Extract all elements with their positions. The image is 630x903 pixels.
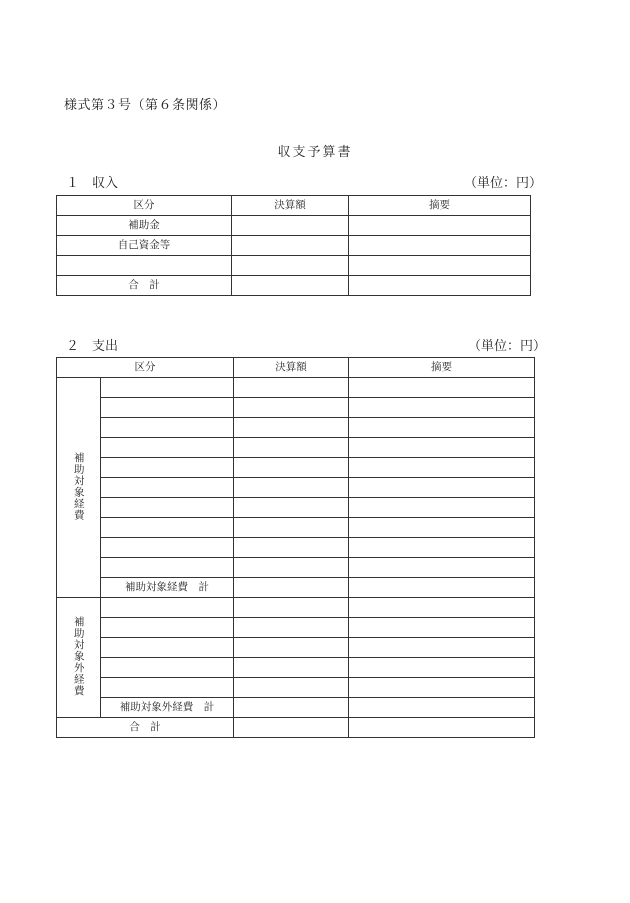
- table-row: [57, 398, 535, 418]
- expense-total-row: [57, 718, 535, 738]
- table-row: [57, 618, 535, 638]
- amount-input-cell[interactable]: [234, 478, 349, 498]
- non-subsidized-subtotal-label: 補助対象外経費 計: [101, 698, 234, 718]
- item-name-cell[interactable]: [101, 678, 234, 698]
- remarks-input-cell[interactable]: [349, 398, 535, 418]
- amount-input-cell[interactable]: [234, 438, 349, 458]
- remarks-input-cell[interactable]: [349, 498, 535, 518]
- remarks-input-cell[interactable]: [349, 578, 535, 598]
- amount-input-cell[interactable]: [234, 538, 349, 558]
- table-row: [57, 256, 531, 276]
- amount-input-cell[interactable]: [234, 718, 349, 738]
- remarks-input-cell[interactable]: [349, 276, 531, 296]
- item-name-cell[interactable]: [101, 398, 234, 418]
- amount-input-cell[interactable]: [234, 678, 349, 698]
- amount-input-cell[interactable]: [234, 698, 349, 718]
- remarks-input-cell[interactable]: [349, 558, 535, 578]
- item-name-cell[interactable]: [101, 618, 234, 638]
- table-row: [57, 478, 535, 498]
- remarks-input-cell[interactable]: [349, 236, 531, 256]
- column-header-category: 区分: [57, 196, 232, 216]
- item-name-cell[interactable]: [101, 418, 234, 438]
- table-row: [57, 518, 535, 538]
- amount-input-cell[interactable]: [234, 558, 349, 578]
- item-name-cell[interactable]: [101, 498, 234, 518]
- expense-section-label: ２ 支出: [66, 339, 119, 354]
- table-row: [57, 638, 535, 658]
- item-name-cell[interactable]: [101, 638, 234, 658]
- amount-input-cell[interactable]: [232, 236, 349, 256]
- remarks-input-cell[interactable]: [349, 618, 535, 638]
- table-header-row: [57, 358, 535, 378]
- amount-input-cell[interactable]: [232, 256, 349, 276]
- remarks-input-cell[interactable]: [349, 538, 535, 558]
- remarks-input-cell[interactable]: [349, 698, 535, 718]
- table-row: [57, 378, 535, 398]
- table-header-row: [57, 196, 531, 216]
- table-row: [57, 458, 535, 478]
- amount-input-cell[interactable]: [232, 216, 349, 236]
- item-name-cell[interactable]: [101, 658, 234, 678]
- table-row: [57, 658, 535, 678]
- column-header-category: 区分: [57, 358, 234, 378]
- column-header-amount: 決算額: [234, 358, 349, 378]
- remarks-input-cell[interactable]: [349, 638, 535, 658]
- non-subsidized-subtotal-row: [57, 698, 535, 718]
- remarks-input-cell[interactable]: [349, 458, 535, 478]
- column-header-remarks: 摘要: [349, 358, 535, 378]
- remarks-input-cell[interactable]: [349, 418, 535, 438]
- remarks-input-cell[interactable]: [349, 256, 531, 276]
- remarks-input-cell[interactable]: [349, 438, 535, 458]
- income-total-row: [57, 276, 531, 296]
- expense-total-label: 合 計: [57, 718, 234, 738]
- item-name-cell[interactable]: [101, 598, 234, 618]
- remarks-input-cell[interactable]: [349, 378, 535, 398]
- income-total-label: 合 計: [57, 276, 232, 296]
- amount-input-cell[interactable]: [234, 378, 349, 398]
- amount-input-cell[interactable]: [234, 518, 349, 538]
- item-name-cell[interactable]: [101, 558, 234, 578]
- amount-input-cell[interactable]: [234, 578, 349, 598]
- remarks-input-cell[interactable]: [349, 598, 535, 618]
- item-name-cell[interactable]: [101, 438, 234, 458]
- item-name-cell[interactable]: [101, 538, 234, 558]
- amount-input-cell[interactable]: [234, 498, 349, 518]
- table-row: [57, 678, 535, 698]
- table-row: [57, 498, 535, 518]
- remarks-input-cell[interactable]: [349, 658, 535, 678]
- income-table: [56, 195, 531, 296]
- remarks-input-cell[interactable]: [349, 478, 535, 498]
- amount-input-cell[interactable]: [234, 418, 349, 438]
- amount-input-cell[interactable]: [234, 598, 349, 618]
- income-unit-note: （単位：円）: [464, 176, 543, 191]
- income-category-cell[interactable]: [57, 256, 232, 276]
- table-row: [57, 216, 531, 236]
- income-category-cell: 補助金: [57, 216, 232, 236]
- table-row: [57, 438, 535, 458]
- table-row: [57, 558, 535, 578]
- column-header-amount: 決算額: [232, 196, 349, 216]
- amount-input-cell[interactable]: [234, 618, 349, 638]
- table-row: [57, 598, 535, 618]
- subsidized-subtotal-row: [57, 578, 535, 598]
- table-row: [57, 236, 531, 256]
- column-header-remarks: 摘要: [349, 196, 531, 216]
- income-section-label: １ 収入: [66, 176, 119, 191]
- table-row: [57, 418, 535, 438]
- subsidized-subtotal-label: 補助対象経費 計: [101, 578, 234, 598]
- remarks-input-cell[interactable]: [349, 518, 535, 538]
- non-subsidized-group-label: 補助対象外経費: [57, 598, 101, 718]
- amount-input-cell[interactable]: [234, 458, 349, 478]
- item-name-cell[interactable]: [101, 518, 234, 538]
- amount-input-cell[interactable]: [234, 638, 349, 658]
- item-name-cell[interactable]: [101, 478, 234, 498]
- remarks-input-cell[interactable]: [349, 678, 535, 698]
- remarks-input-cell[interactable]: [349, 718, 535, 738]
- amount-input-cell[interactable]: [234, 398, 349, 418]
- expense-unit-note: （単位：円）: [468, 339, 547, 354]
- item-name-cell[interactable]: [101, 378, 234, 398]
- document-title: 収支予算書: [277, 145, 353, 160]
- remarks-input-cell[interactable]: [349, 216, 531, 236]
- income-category-cell: 自己資金等: [57, 236, 232, 256]
- amount-input-cell[interactable]: [232, 276, 349, 296]
- subsidized-group-label: 補助対象経費: [57, 378, 101, 598]
- expense-table: [56, 357, 535, 738]
- table-row: [57, 538, 535, 558]
- amount-input-cell[interactable]: [234, 658, 349, 678]
- form-number: 様式第３号（第６条関係）: [64, 98, 227, 113]
- item-name-cell[interactable]: [101, 458, 234, 478]
